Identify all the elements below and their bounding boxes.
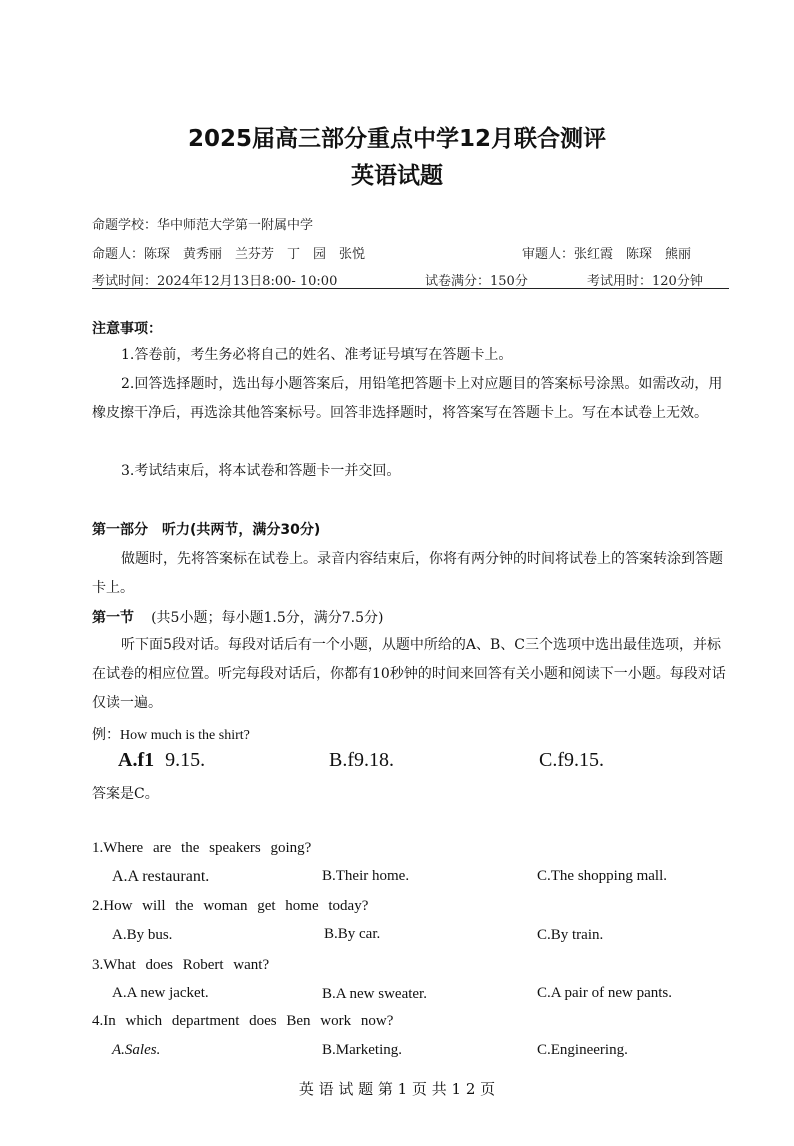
notice-heading: 注意事项： [92,321,162,337]
question-1-option-a: A.A restaurant. [112,868,210,885]
question-3-option-c: C.A pair of new pants. [537,985,672,1001]
author-list: 命题人：陈琛 黄秀丽 兰芬芳 丁 园 张悦 [92,247,366,262]
question-4: 4.In which department does Ben work now? [92,1013,394,1029]
question-4-option-a: A.Sales. [112,1042,161,1058]
notice-item-1: 1.答卷前，考生务必将自己的姓名、准考证号填写在答题卡上。 [121,347,513,363]
question-4-option-b: B.Marketing. [322,1042,402,1058]
section-info: (共5小题；每小题1.5分，满分7.5分) [151,610,384,626]
part-heading: 第一部分 听力(共两节，满分30分) [92,522,321,538]
exam-time: 考试时间：2024年12月13日8:00- 10:00 [92,274,338,289]
question-1: 1.Where are the speakers going? [92,840,312,856]
example-answer: 答案是C。 [92,786,159,802]
page-subtitle: 英语试题 [351,163,443,189]
question-3-option-a: A.A new jacket. [112,985,209,1001]
part-intro: 做题时，先将答案标在试卷上。录音内容结束后，你将有两分钟的时间将试卷上的答案转涂到答题卡上。 [92,551,723,596]
example-option-a [118,749,205,772]
page-footer: 英 语 试 题 第 1 页 共 1 2 页 [298,1080,496,1098]
section-header [92,607,383,627]
section-label: 第一节 [92,610,134,626]
example-option-c: C.f9.15. [539,749,604,771]
page-title: 2025届高三部分重点中学12月联合测评 [187,126,607,152]
question-3-option-b: B.A new sweater. [322,986,427,1002]
notice-item-2: 2.回答选择题时，选出每小题答案后，用铅笔把答题卡上对应题目的答案标号涂黑。如需改动，用橡皮擦干净后，再选涂其他答案标号。回答非选择题时，将答案写在答题卡上。写在本试卷上无效。 [92,376,723,421]
reviewer-list: 审题人：张红霞 陈琛 熊丽 [522,247,692,262]
example-option-a-value: 9.15. [165,749,206,771]
example-option-a-label: A.f1 [118,749,155,771]
question-1-option-b: B.Their home. [322,868,410,884]
notice-item-3: 3.考试结束后，将本试卷和答题卡一并交回。 [121,463,401,479]
example-question: 例：How much is the shirt? [92,728,250,743]
question-2-option-a: A.By bus. [112,927,173,943]
question-1-option-c: C.The shopping mall. [537,868,667,884]
author-school: 命题学校：华中师范大学第一附属中学 [92,218,314,233]
question-3: 3.What does Robert want? [92,957,270,973]
question-2: 2.How will the woman get home today? [92,898,369,914]
question-2-option-c: C.By train. [537,927,604,943]
question-2-option-b: B.By car. [324,926,381,942]
section-intro: 听下面5段对话。每段对话后有一个小题，从题中所给的A、B、C三个选项中选出最佳选项，并标在试卷的相应位置。听完每段对话后，你都有10秒钟的时间来回答有关小题和阅读下一小题。每段对话仅读一遍。 [92,637,726,711]
full-score: 试卷满分：150分 [425,274,528,289]
exam-duration: 考试用时：120分钟 [587,274,703,289]
example-option-b: B.f9.18. [329,749,394,771]
exam-info-row [92,270,729,289]
question-4-option-c: C.Engineering. [537,1042,628,1058]
